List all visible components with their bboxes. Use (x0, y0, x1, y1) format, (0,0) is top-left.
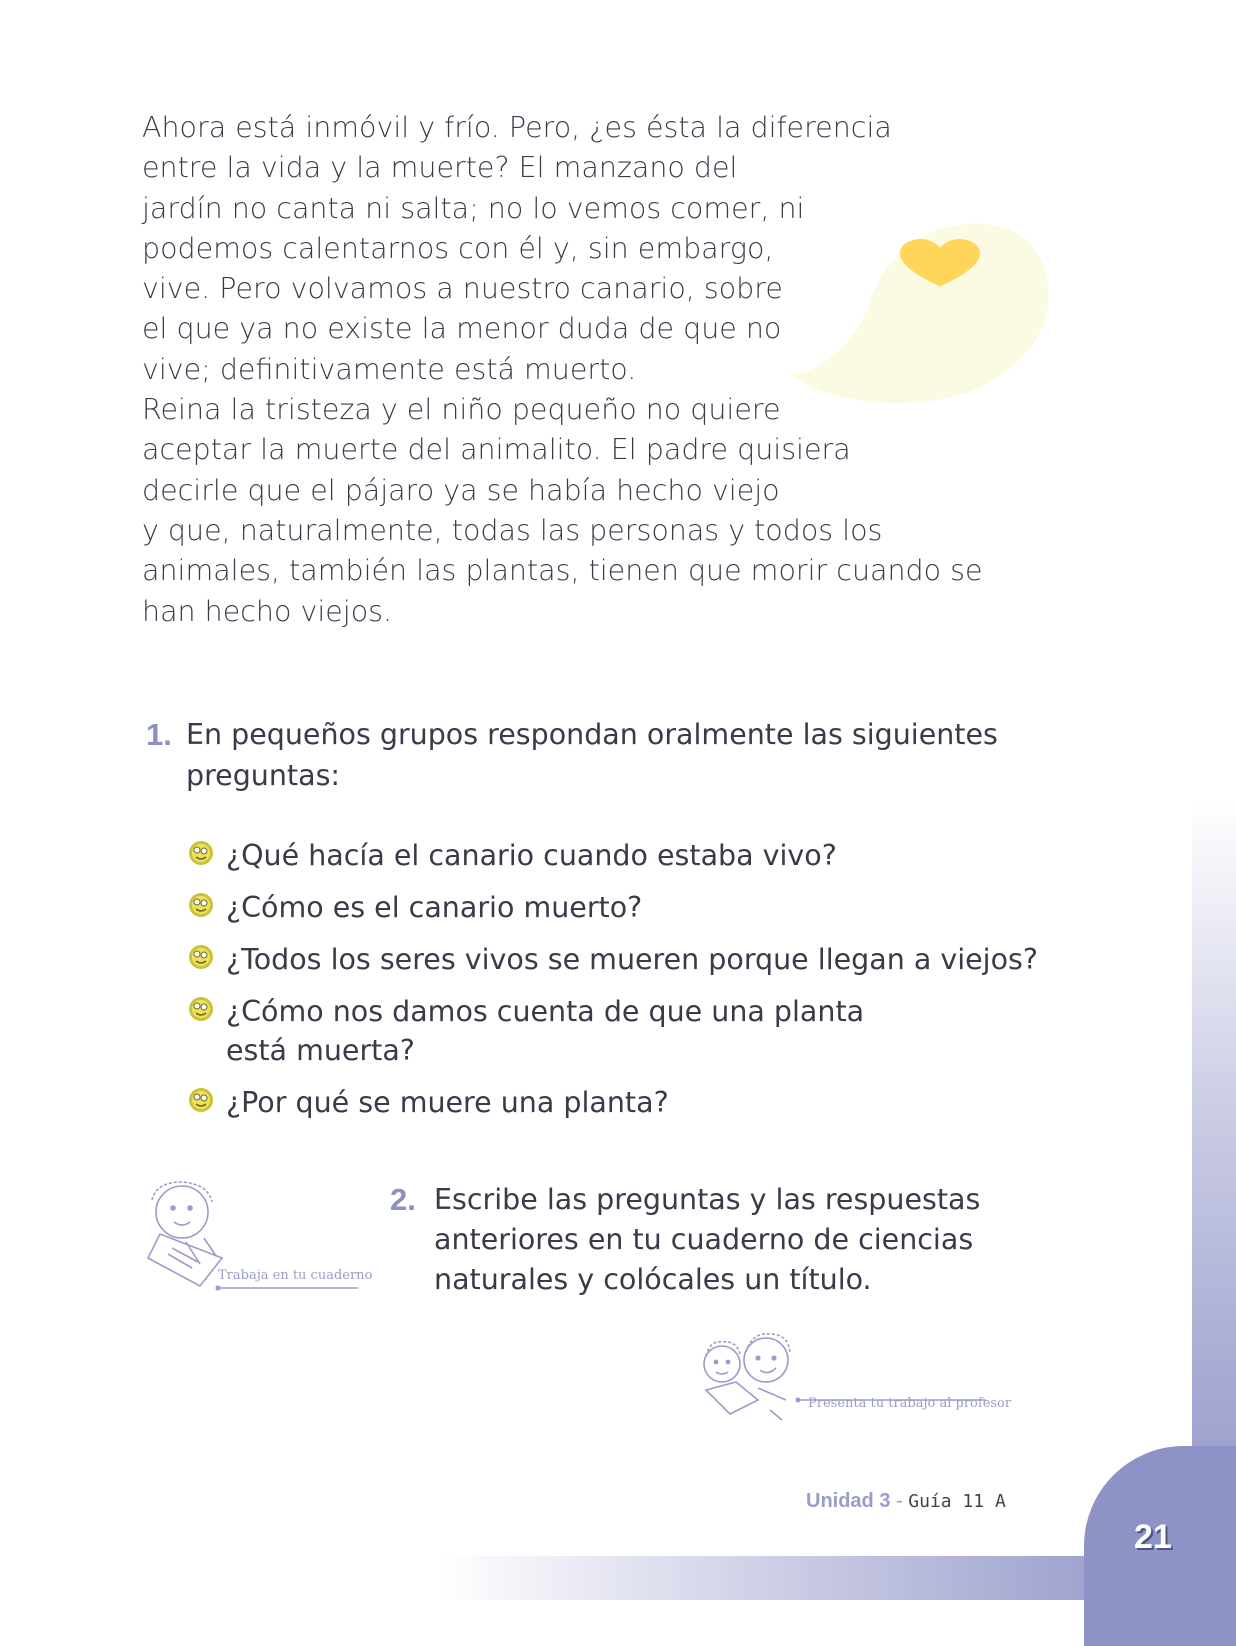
task-2-line: naturales y colócales un título. (434, 1263, 872, 1296)
task-1-line: preguntas: (186, 759, 341, 792)
page-number: 21 (1134, 1518, 1172, 1556)
unit-label: Unidad 3 (806, 1490, 891, 1512)
children-presenting-icon (700, 1330, 1000, 1430)
task-1-number: 1. (146, 717, 172, 752)
teacher-label: Presenta tu trabajo al profesor (808, 1396, 1012, 1411)
story-line: podemos calentarnos con él y, sin embargo, (142, 231, 774, 265)
flower-bullet-icon (188, 840, 214, 866)
list-item (188, 992, 1088, 1070)
list-item (188, 1083, 1088, 1122)
question-list (188, 836, 1088, 1122)
footer-separator: - (896, 1490, 903, 1512)
question-text: ¿Cómo nos damos cuenta de que una planta está muerta? (226, 995, 865, 1067)
story-line: han hecho viejos. (142, 594, 393, 628)
question-text: ¿Por qué se muere una planta? (226, 1086, 669, 1119)
story-line: vive. Pero volvamos a nuestro canario, sobre (142, 272, 783, 306)
story-line: Reina la tristeza y el niño pequeño no quiere (142, 393, 781, 427)
task-2 (390, 1180, 1030, 1300)
story-line: jardín no canta ni salta; no lo vemos comer, ni (142, 191, 805, 225)
task-2-line: Escribe las preguntas y las respuestas (434, 1183, 981, 1216)
flower-bullet-icon (188, 944, 214, 970)
story-line: el que ya no existe la menor duda de que no (142, 312, 782, 346)
flower-bullet-icon (188, 892, 214, 918)
task-1 (146, 714, 1026, 796)
flower-bullet-icon (188, 996, 214, 1022)
list-item (188, 836, 1088, 875)
story-line: y que, naturalmente, todas las personas y todos los (142, 513, 883, 547)
question-text: ¿Todos los seres vivos se mueren porque llegan a viejos? (226, 943, 1038, 976)
task-2-number: 2. (390, 1182, 416, 1217)
story-line: aceptar la muerte del animalito. El padre quisiera (142, 433, 851, 467)
story-line: entre la vida y la muerte? El manzano del (142, 151, 738, 185)
notebook-label: Trabaja en tu cuaderno (218, 1268, 373, 1283)
story-line: animales, también las plantas, tienen que morir cuando se (142, 554, 983, 588)
list-item (188, 940, 1088, 979)
flower-bullet-icon (188, 1087, 214, 1113)
footer (806, 1490, 1006, 1513)
question-text: ¿Qué hacía el canario cuando estaba vivo? (226, 839, 837, 872)
story-line: Ahora está inmóvil y frío. Pero, ¿es ésta la diferencia (142, 111, 892, 144)
task-2-line: anteriores en tu cuaderno de ciencias (434, 1223, 974, 1256)
story-line: vive; definitivamente está muerto. (142, 352, 637, 386)
list-item (188, 888, 1088, 927)
guide-label: Guía 11 A (908, 1491, 1006, 1512)
question-text: ¿Cómo es el canario muerto? (226, 891, 643, 924)
task-1-line: En pequeños grupos respondan oralmente las siguientes (186, 718, 998, 751)
story-line: decirle que el pájaro ya se había hecho viejo (142, 473, 780, 507)
story-text (142, 108, 983, 632)
